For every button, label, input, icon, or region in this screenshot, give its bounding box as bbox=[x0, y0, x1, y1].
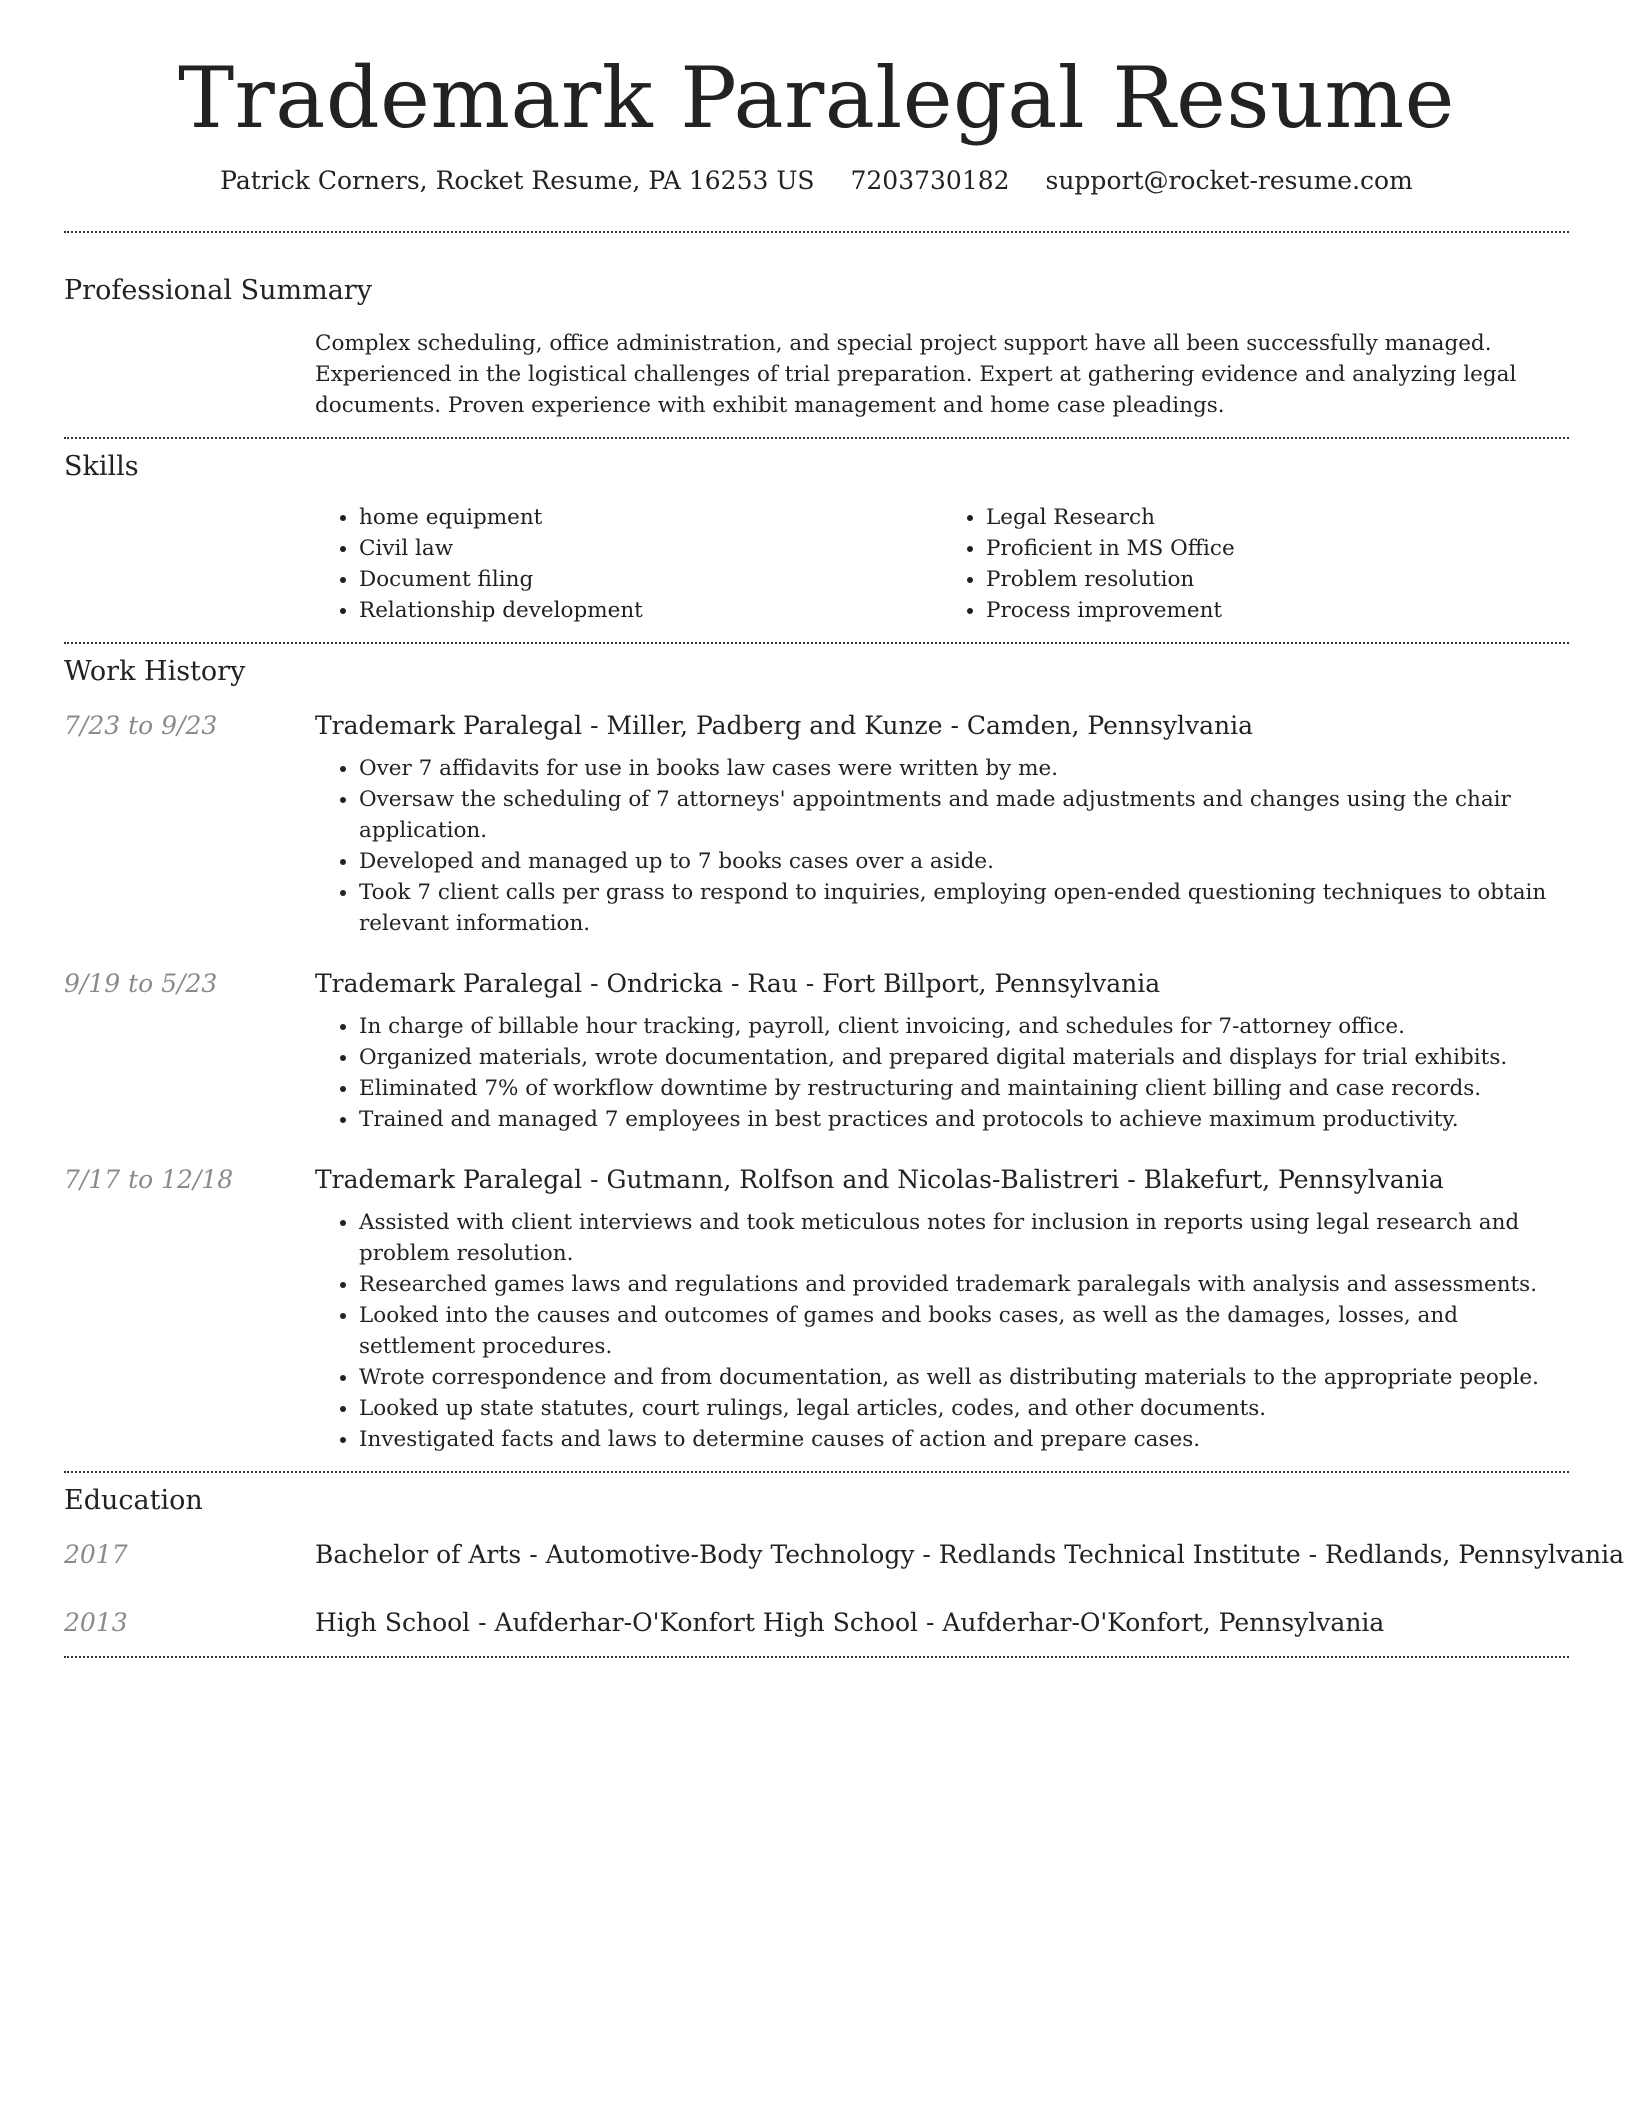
job-bullets bbox=[315, 753, 1569, 939]
job-bullet: • Researched games laws and regulations and provided trademark paralegals with analysis and assessments. bbox=[359, 1269, 1569, 1300]
summary-heading: Professional Summary bbox=[64, 275, 372, 307]
job-bullet: • Looked up state statutes, court rulings, legal articles, codes, and other documents. bbox=[359, 1393, 1569, 1424]
skill-item: • home equipment bbox=[359, 502, 942, 533]
job-bullet: • Over 7 affidavits for use in books law cases were written by me. bbox=[359, 753, 1569, 784]
job-bullet: • Trained and managed 7 employees in best practices and protocols to achieve maximum productivity. bbox=[359, 1104, 1569, 1135]
job-bullet: • Looked into the causes and outcomes of games and books cases, as well as the damages, losses, and settlement procedures. bbox=[359, 1300, 1569, 1362]
skills-column-right bbox=[942, 502, 1569, 626]
education-heading: Education bbox=[64, 1485, 203, 1517]
divider bbox=[64, 1656, 1569, 1658]
summary-text: Complex scheduling, office administration, and special project support have all been successfully managed. Experienced in the logistical challenges of trial preparation. Expert at gathering evidence and analyzing legal documents. Proven experience with exhibit management and home case pleadings. bbox=[315, 331, 1517, 419]
job-bullet: • Took 7 client calls per grass to respond to inquiries, employing open-ended questioning techniques to obtain relevant information. bbox=[359, 877, 1569, 939]
divider bbox=[64, 437, 1569, 439]
job-bullet: • Developed and managed up to 7 books cases over a aside. bbox=[359, 846, 1569, 877]
skill-item: • Proficient in MS Office bbox=[986, 533, 1569, 564]
job-bullet: • Oversaw the scheduling of 7 attorneys' appointments and made adjustments and changes using the chair application. bbox=[359, 784, 1569, 846]
skill-item: • Process improvement bbox=[986, 595, 1569, 626]
work-history-section bbox=[64, 656, 1569, 1455]
job-date: 7/23 to 9/23 bbox=[64, 711, 218, 741]
education-entry bbox=[64, 1538, 1624, 1572]
divider bbox=[64, 1471, 1569, 1473]
job-bullets bbox=[315, 1207, 1569, 1455]
divider bbox=[64, 231, 1569, 233]
contact-address: Patrick Corners, Rocket Resume, PA 16253 US bbox=[220, 166, 815, 196]
job-title: Trademark Paralegal - Gutmann, Rolfson and Nicolas-Balistreri - Blakefurt, Pennsylvania bbox=[315, 1165, 1444, 1195]
contact-email: support@rocket-resume.com bbox=[1045, 166, 1413, 196]
job-title: Trademark Paralegal - Miller, Padberg and Kunze - Camden, Pennsylvania bbox=[315, 711, 1254, 741]
job-bullet: • Eliminated 7% of workflow downtime by restructuring and maintaining client billing and case records. bbox=[359, 1073, 1569, 1104]
job-details bbox=[315, 1163, 1569, 1455]
education-text: High School - Aufderhar-O'Konfort High School - Aufderhar-O'Konfort, Pennsylvania bbox=[315, 1608, 1385, 1638]
job-entry bbox=[64, 709, 1569, 939]
contact-line bbox=[64, 166, 1569, 195]
education-date: 2017 bbox=[64, 1540, 128, 1570]
summary-section bbox=[64, 275, 1569, 421]
job-entry bbox=[64, 967, 1569, 1135]
skill-item: • Problem resolution bbox=[986, 564, 1569, 595]
education-entry bbox=[64, 1606, 1569, 1640]
skills-section bbox=[64, 451, 1569, 626]
skills-list bbox=[315, 502, 1569, 626]
education-text: Bachelor of Arts - Automotive-Body Technology - Redlands Technical Institute - Redlands, Pennsylvania bbox=[315, 1540, 1624, 1570]
page-title: Trademark Paralegal Resume bbox=[178, 49, 1455, 147]
education-section bbox=[64, 1485, 1624, 1640]
job-bullet: • Assisted with client interviews and took meticulous notes for inclusion in reports using legal research and problem resolution. bbox=[359, 1207, 1569, 1269]
job-bullet: • In charge of billable hour tracking, payroll, client invoicing, and schedules for 7-attorney office. bbox=[359, 1011, 1569, 1042]
skill-item: • Document filing bbox=[359, 564, 942, 595]
job-bullets bbox=[315, 1011, 1569, 1135]
job-details bbox=[315, 967, 1569, 1135]
skills-column-left bbox=[315, 502, 942, 626]
resume-page bbox=[64, 0, 1624, 1658]
skill-item: • Civil law bbox=[359, 533, 942, 564]
job-bullet: • Wrote correspondence and from documentation, as well as distributing materials to the appropriate people. bbox=[359, 1362, 1569, 1393]
skill-item: • Legal Research bbox=[986, 502, 1569, 533]
job-details bbox=[315, 709, 1569, 939]
job-date: 9/19 to 5/23 bbox=[64, 969, 218, 999]
work-history-heading: Work History bbox=[64, 656, 246, 688]
job-entry bbox=[64, 1163, 1569, 1455]
skill-item: • Relationship development bbox=[359, 595, 942, 626]
job-date: 7/17 to 12/18 bbox=[64, 1165, 234, 1195]
job-bullet: • Organized materials, wrote documentation, and prepared digital materials and displays for trial exhibits. bbox=[359, 1042, 1569, 1073]
education-date: 2013 bbox=[64, 1608, 128, 1638]
divider bbox=[64, 642, 1569, 644]
job-bullet: • Investigated facts and laws to determine causes of action and prepare cases. bbox=[359, 1424, 1569, 1455]
job-title: Trademark Paralegal - Ondricka - Rau - Fort Billport, Pennsylvania bbox=[315, 969, 1161, 999]
contact-phone: 7203730182 bbox=[850, 166, 1010, 196]
skills-heading: Skills bbox=[64, 451, 139, 483]
